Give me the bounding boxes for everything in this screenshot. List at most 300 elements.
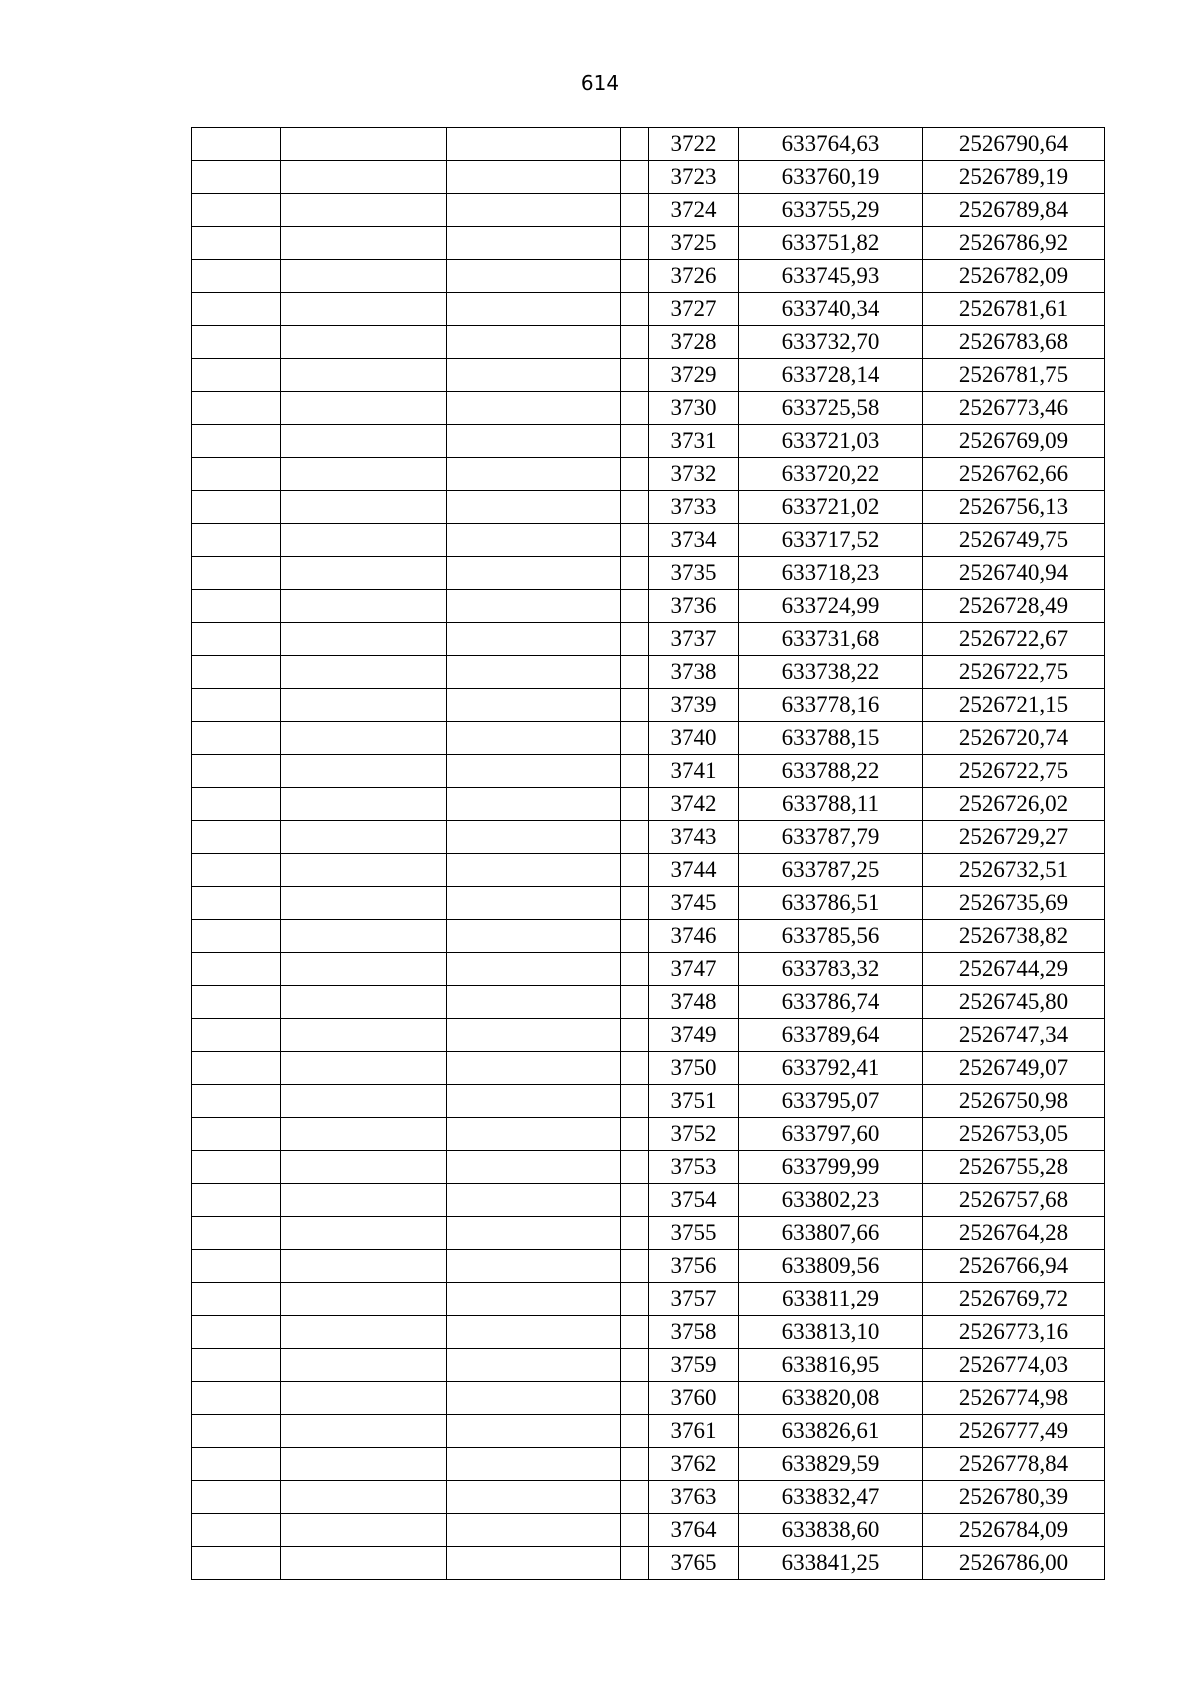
x-coordinate-cell: 633809,56 (739, 1250, 923, 1283)
point-number-cell: 3754 (649, 1184, 739, 1217)
empty-cell (447, 1151, 621, 1184)
point-number-cell: 3762 (649, 1448, 739, 1481)
empty-cell (281, 260, 447, 293)
point-number-cell: 3731 (649, 425, 739, 458)
x-coordinate-cell: 633816,95 (739, 1349, 923, 1382)
empty-cell (621, 1250, 649, 1283)
y-coordinate-cell: 2526780,39 (923, 1481, 1105, 1514)
y-coordinate-cell: 2526782,09 (923, 260, 1105, 293)
empty-cell (192, 524, 281, 557)
empty-cell (447, 1250, 621, 1283)
table-row (192, 458, 1105, 491)
empty-cell (281, 128, 447, 161)
empty-cell (281, 458, 447, 491)
y-coordinate-cell: 2526773,16 (923, 1316, 1105, 1349)
empty-cell (447, 854, 621, 887)
empty-cell (621, 1118, 649, 1151)
table-row (192, 227, 1105, 260)
point-number-cell: 3722 (649, 128, 739, 161)
empty-cell (621, 1019, 649, 1052)
empty-cell (621, 1283, 649, 1316)
x-coordinate-cell: 633724,99 (739, 590, 923, 623)
x-coordinate-cell: 633732,70 (739, 326, 923, 359)
point-number-cell: 3737 (649, 623, 739, 656)
empty-cell (281, 953, 447, 986)
empty-cell (281, 722, 447, 755)
table-row (192, 1316, 1105, 1349)
y-coordinate-cell: 2526773,46 (923, 392, 1105, 425)
empty-cell (447, 1283, 621, 1316)
point-number-cell: 3740 (649, 722, 739, 755)
point-number-cell: 3734 (649, 524, 739, 557)
x-coordinate-cell: 633832,47 (739, 1481, 923, 1514)
x-coordinate-cell: 633826,61 (739, 1415, 923, 1448)
y-coordinate-cell: 2526757,68 (923, 1184, 1105, 1217)
x-coordinate-cell: 633811,29 (739, 1283, 923, 1316)
point-number-cell: 3741 (649, 755, 739, 788)
empty-cell (281, 1085, 447, 1118)
empty-cell (621, 1217, 649, 1250)
empty-cell (621, 656, 649, 689)
empty-cell (621, 1481, 649, 1514)
table-row (192, 1184, 1105, 1217)
empty-cell (621, 293, 649, 326)
empty-cell (281, 1382, 447, 1415)
x-coordinate-cell: 633786,51 (739, 887, 923, 920)
empty-cell (447, 1052, 621, 1085)
empty-cell (621, 722, 649, 755)
empty-cell (192, 722, 281, 755)
empty-cell (192, 128, 281, 161)
point-number-cell: 3759 (649, 1349, 739, 1382)
empty-cell (192, 1217, 281, 1250)
x-coordinate-cell: 633813,10 (739, 1316, 923, 1349)
empty-cell (447, 689, 621, 722)
empty-cell (447, 1415, 621, 1448)
table-row (192, 590, 1105, 623)
empty-cell (281, 1514, 447, 1547)
point-number-cell: 3726 (649, 260, 739, 293)
point-number-cell: 3751 (649, 1085, 739, 1118)
x-coordinate-cell: 633785,56 (739, 920, 923, 953)
empty-cell (192, 1316, 281, 1349)
empty-cell (447, 194, 621, 227)
empty-cell (281, 590, 447, 623)
empty-cell (192, 821, 281, 854)
empty-cell (192, 1349, 281, 1382)
x-coordinate-cell: 633799,99 (739, 1151, 923, 1184)
y-coordinate-cell: 2526744,29 (923, 953, 1105, 986)
empty-cell (447, 1217, 621, 1250)
y-coordinate-cell: 2526783,68 (923, 326, 1105, 359)
empty-cell (281, 1118, 447, 1151)
empty-cell (192, 1019, 281, 1052)
y-coordinate-cell: 2526722,75 (923, 656, 1105, 689)
empty-cell (281, 1547, 447, 1580)
y-coordinate-cell: 2526789,19 (923, 161, 1105, 194)
y-coordinate-cell: 2526729,27 (923, 821, 1105, 854)
empty-cell (192, 623, 281, 656)
empty-cell (447, 392, 621, 425)
empty-cell (621, 887, 649, 920)
x-coordinate-cell: 633718,23 (739, 557, 923, 590)
y-coordinate-cell: 2526781,75 (923, 359, 1105, 392)
empty-cell (447, 458, 621, 491)
x-coordinate-cell: 633725,58 (739, 392, 923, 425)
y-coordinate-cell: 2526728,49 (923, 590, 1105, 623)
empty-cell (281, 524, 447, 557)
table-row (192, 755, 1105, 788)
table-row (192, 1514, 1105, 1547)
y-coordinate-cell: 2526777,49 (923, 1415, 1105, 1448)
empty-cell (621, 590, 649, 623)
empty-cell (192, 326, 281, 359)
table-row (192, 128, 1105, 161)
table-row (192, 920, 1105, 953)
empty-cell (447, 1349, 621, 1382)
x-coordinate-cell: 633764,63 (739, 128, 923, 161)
empty-cell (192, 590, 281, 623)
empty-cell (621, 920, 649, 953)
y-coordinate-cell: 2526789,84 (923, 194, 1105, 227)
empty-cell (621, 1184, 649, 1217)
empty-cell (447, 986, 621, 1019)
empty-cell (447, 722, 621, 755)
y-coordinate-cell: 2526756,13 (923, 491, 1105, 524)
empty-cell (281, 1217, 447, 1250)
empty-cell (447, 128, 621, 161)
table-row (192, 854, 1105, 887)
empty-cell (621, 194, 649, 227)
empty-cell (621, 557, 649, 590)
x-coordinate-cell: 633786,74 (739, 986, 923, 1019)
empty-cell (621, 128, 649, 161)
point-number-cell: 3742 (649, 788, 739, 821)
table-row (192, 1250, 1105, 1283)
empty-cell (192, 1052, 281, 1085)
table-row (192, 656, 1105, 689)
empty-cell (447, 359, 621, 392)
point-number-cell: 3756 (649, 1250, 739, 1283)
x-coordinate-cell: 633797,60 (739, 1118, 923, 1151)
table-row (192, 821, 1105, 854)
x-coordinate-cell: 633795,07 (739, 1085, 923, 1118)
empty-cell (621, 1547, 649, 1580)
empty-cell (192, 920, 281, 953)
empty-cell (621, 623, 649, 656)
x-coordinate-cell: 633755,29 (739, 194, 923, 227)
empty-cell (621, 1349, 649, 1382)
x-coordinate-cell: 633745,93 (739, 260, 923, 293)
table-row (192, 1382, 1105, 1415)
y-coordinate-cell: 2526790,64 (923, 128, 1105, 161)
empty-cell (281, 854, 447, 887)
point-number-cell: 3735 (649, 557, 739, 590)
empty-cell (621, 260, 649, 293)
empty-cell (447, 590, 621, 623)
empty-cell (192, 1448, 281, 1481)
empty-cell (281, 1481, 447, 1514)
point-number-cell: 3736 (649, 590, 739, 623)
point-number-cell: 3747 (649, 953, 739, 986)
empty-cell (192, 986, 281, 1019)
empty-cell (281, 326, 447, 359)
empty-cell (281, 1316, 447, 1349)
empty-cell (192, 260, 281, 293)
point-number-cell: 3725 (649, 227, 739, 260)
x-coordinate-cell: 633792,41 (739, 1052, 923, 1085)
empty-cell (281, 1052, 447, 1085)
table-row (192, 557, 1105, 590)
empty-cell (621, 491, 649, 524)
table-row (192, 623, 1105, 656)
empty-cell (192, 1415, 281, 1448)
point-number-cell: 3744 (649, 854, 739, 887)
table-row (192, 260, 1105, 293)
table-row (192, 1118, 1105, 1151)
table-row (192, 392, 1105, 425)
empty-cell (192, 1118, 281, 1151)
y-coordinate-cell: 2526738,82 (923, 920, 1105, 953)
point-number-cell: 3733 (649, 491, 739, 524)
y-coordinate-cell: 2526732,51 (923, 854, 1105, 887)
x-coordinate-cell: 633789,64 (739, 1019, 923, 1052)
empty-cell (281, 161, 447, 194)
empty-cell (621, 1085, 649, 1118)
point-number-cell: 3745 (649, 887, 739, 920)
empty-cell (447, 1382, 621, 1415)
point-number-cell: 3764 (649, 1514, 739, 1547)
x-coordinate-cell: 633760,19 (739, 161, 923, 194)
empty-cell (281, 1151, 447, 1184)
empty-cell (447, 524, 621, 557)
point-number-cell: 3755 (649, 1217, 739, 1250)
empty-cell (192, 1184, 281, 1217)
point-number-cell: 3732 (649, 458, 739, 491)
empty-cell (447, 227, 621, 260)
point-number-cell: 3746 (649, 920, 739, 953)
empty-cell (447, 557, 621, 590)
empty-cell (192, 788, 281, 821)
x-coordinate-cell: 633740,34 (739, 293, 923, 326)
empty-cell (281, 656, 447, 689)
table-row (192, 1217, 1105, 1250)
point-number-cell: 3763 (649, 1481, 739, 1514)
y-coordinate-cell: 2526784,09 (923, 1514, 1105, 1547)
empty-cell (192, 1382, 281, 1415)
table-row (192, 1283, 1105, 1316)
x-coordinate-cell: 633787,25 (739, 854, 923, 887)
y-coordinate-cell: 2526722,67 (923, 623, 1105, 656)
empty-cell (281, 788, 447, 821)
table-row (192, 491, 1105, 524)
empty-cell (447, 953, 621, 986)
empty-cell (192, 293, 281, 326)
point-number-cell: 3730 (649, 392, 739, 425)
empty-cell (192, 854, 281, 887)
empty-cell (621, 854, 649, 887)
x-coordinate-cell: 633783,32 (739, 953, 923, 986)
y-coordinate-cell: 2526786,00 (923, 1547, 1105, 1580)
empty-cell (281, 689, 447, 722)
empty-cell (621, 755, 649, 788)
empty-cell (281, 1019, 447, 1052)
point-number-cell: 3738 (649, 656, 739, 689)
empty-cell (192, 953, 281, 986)
empty-cell (281, 359, 447, 392)
y-coordinate-cell: 2526721,15 (923, 689, 1105, 722)
x-coordinate-cell: 633788,15 (739, 722, 923, 755)
y-coordinate-cell: 2526781,61 (923, 293, 1105, 326)
y-coordinate-cell: 2526749,07 (923, 1052, 1105, 1085)
empty-cell (447, 260, 621, 293)
table-body (192, 128, 1105, 1580)
table-row (192, 1481, 1105, 1514)
point-number-cell: 3724 (649, 194, 739, 227)
x-coordinate-cell: 633751,82 (739, 227, 923, 260)
table-row (192, 524, 1105, 557)
y-coordinate-cell: 2526769,72 (923, 1283, 1105, 1316)
empty-cell (192, 887, 281, 920)
x-coordinate-cell: 633788,22 (739, 755, 923, 788)
table-row (192, 1085, 1105, 1118)
empty-cell (447, 425, 621, 458)
y-coordinate-cell: 2526755,28 (923, 1151, 1105, 1184)
table-row (192, 953, 1105, 986)
empty-cell (281, 425, 447, 458)
empty-cell (281, 623, 447, 656)
table-row (192, 722, 1105, 755)
empty-cell (447, 1085, 621, 1118)
point-number-cell: 3761 (649, 1415, 739, 1448)
empty-cell (447, 1118, 621, 1151)
table-row (192, 1448, 1105, 1481)
y-coordinate-cell: 2526749,75 (923, 524, 1105, 557)
x-coordinate-cell: 633820,08 (739, 1382, 923, 1415)
empty-cell (192, 227, 281, 260)
empty-cell (621, 1382, 649, 1415)
y-coordinate-cell: 2526753,05 (923, 1118, 1105, 1151)
empty-cell (281, 1415, 447, 1448)
empty-cell (192, 1514, 281, 1547)
point-number-cell: 3749 (649, 1019, 739, 1052)
table-row (192, 161, 1105, 194)
empty-cell (447, 161, 621, 194)
empty-cell (192, 425, 281, 458)
y-coordinate-cell: 2526720,74 (923, 722, 1105, 755)
empty-cell (281, 194, 447, 227)
x-coordinate-cell: 633838,60 (739, 1514, 923, 1547)
table-row (192, 788, 1105, 821)
x-coordinate-cell: 633721,03 (739, 425, 923, 458)
y-coordinate-cell: 2526750,98 (923, 1085, 1105, 1118)
y-coordinate-cell: 2526726,02 (923, 788, 1105, 821)
empty-cell (281, 227, 447, 260)
empty-cell (621, 986, 649, 1019)
empty-cell (447, 1547, 621, 1580)
empty-cell (192, 557, 281, 590)
empty-cell (281, 293, 447, 326)
empty-cell (447, 920, 621, 953)
table-row (192, 986, 1105, 1019)
table-row (192, 359, 1105, 392)
table-row (192, 689, 1105, 722)
empty-cell (447, 755, 621, 788)
x-coordinate-cell: 633787,79 (739, 821, 923, 854)
x-coordinate-cell: 633807,66 (739, 1217, 923, 1250)
empty-cell (447, 491, 621, 524)
y-coordinate-cell: 2526740,94 (923, 557, 1105, 590)
x-coordinate-cell: 633788,11 (739, 788, 923, 821)
point-number-cell: 3750 (649, 1052, 739, 1085)
point-number-cell: 3757 (649, 1283, 739, 1316)
table-row (192, 1415, 1105, 1448)
y-coordinate-cell: 2526722,75 (923, 755, 1105, 788)
empty-cell (281, 920, 447, 953)
empty-cell (192, 755, 281, 788)
empty-cell (192, 458, 281, 491)
y-coordinate-cell: 2526769,09 (923, 425, 1105, 458)
table-row (192, 1349, 1105, 1382)
empty-cell (192, 689, 281, 722)
page-number: 614 (580, 71, 620, 95)
empty-cell (192, 1547, 281, 1580)
y-coordinate-cell: 2526747,34 (923, 1019, 1105, 1052)
empty-cell (621, 953, 649, 986)
empty-cell (621, 458, 649, 491)
y-coordinate-cell: 2526766,94 (923, 1250, 1105, 1283)
empty-cell (621, 1151, 649, 1184)
empty-cell (621, 359, 649, 392)
empty-cell (281, 1184, 447, 1217)
empty-cell (447, 821, 621, 854)
empty-cell (621, 1448, 649, 1481)
empty-cell (621, 821, 649, 854)
empty-cell (281, 821, 447, 854)
y-coordinate-cell: 2526745,80 (923, 986, 1105, 1019)
empty-cell (281, 392, 447, 425)
x-coordinate-cell: 633802,23 (739, 1184, 923, 1217)
empty-cell (447, 788, 621, 821)
empty-cell (192, 1250, 281, 1283)
point-number-cell: 3729 (649, 359, 739, 392)
point-number-cell: 3743 (649, 821, 739, 854)
table-row (192, 1547, 1105, 1580)
y-coordinate-cell: 2526762,66 (923, 458, 1105, 491)
empty-cell (447, 326, 621, 359)
empty-cell (281, 557, 447, 590)
point-number-cell: 3748 (649, 986, 739, 1019)
empty-cell (281, 1448, 447, 1481)
y-coordinate-cell: 2526778,84 (923, 1448, 1105, 1481)
empty-cell (192, 491, 281, 524)
empty-cell (621, 788, 649, 821)
table-row (192, 326, 1105, 359)
empty-cell (192, 392, 281, 425)
empty-cell (192, 656, 281, 689)
point-number-cell: 3728 (649, 326, 739, 359)
x-coordinate-cell: 633721,02 (739, 491, 923, 524)
empty-cell (447, 1514, 621, 1547)
empty-cell (192, 1481, 281, 1514)
empty-cell (447, 293, 621, 326)
empty-cell (447, 1448, 621, 1481)
point-number-cell: 3723 (649, 161, 739, 194)
y-coordinate-cell: 2526735,69 (923, 887, 1105, 920)
empty-cell (281, 1250, 447, 1283)
empty-cell (621, 1316, 649, 1349)
empty-cell (447, 1316, 621, 1349)
